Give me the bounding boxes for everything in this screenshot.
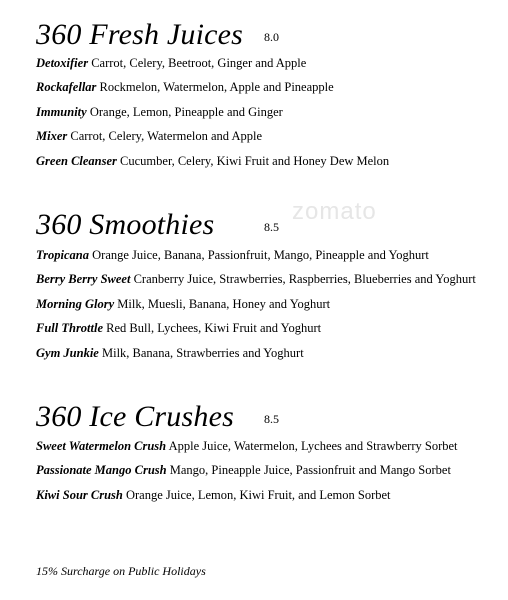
menu-item bbox=[36, 488, 391, 503]
item-description: Milk, Muesli, Banana, Honey and Yoghurt bbox=[117, 297, 331, 311]
menu-item bbox=[36, 80, 334, 95]
item-description: Carrot, Celery, Beetroot, Ginger and Apple bbox=[91, 56, 307, 70]
item-description: Cucumber, Celery, Kiwi Fruit and Honey Dew Melon bbox=[120, 154, 390, 168]
item-description: Orange Juice, Banana, Passionfruit, Mango, Pineapple and Yoghurt bbox=[92, 248, 429, 262]
menu-item bbox=[36, 321, 321, 336]
item-description: Orange, Lemon, Pineapple and Ginger bbox=[89, 105, 283, 119]
item-name: Kiwi Sour Crush bbox=[36, 488, 123, 502]
section-price: 8.5 bbox=[264, 412, 279, 426]
section-smoothies bbox=[36, 208, 496, 360]
menu-item bbox=[36, 346, 304, 361]
section-heading bbox=[36, 400, 496, 440]
section-title: 360 Smoothies bbox=[36, 208, 215, 241]
section-title: 360 Ice Crushes bbox=[36, 400, 234, 433]
menu-item bbox=[36, 248, 429, 263]
item-name: Mixer bbox=[36, 129, 68, 143]
menu-item bbox=[36, 272, 476, 287]
item-name: Passionate Mango Crush bbox=[36, 463, 167, 477]
item-name: Full Throttle bbox=[36, 321, 104, 335]
surcharge-note: 15% Surcharge on Public Holidays bbox=[36, 564, 206, 578]
item-description: Cranberry Juice, Strawberries, Raspberries, Blueberries and Yoghurt bbox=[133, 272, 476, 286]
menu-item bbox=[36, 439, 458, 454]
item-name: Green Cleanser bbox=[36, 154, 117, 168]
section-heading bbox=[36, 208, 496, 248]
item-description: Milk, Banana, Strawberries and Yoghurt bbox=[101, 346, 304, 360]
section-price: 8.0 bbox=[264, 30, 279, 44]
item-description: Apple Juice, Watermelon, Lychees and Strawberry Sorbet bbox=[168, 439, 458, 453]
section-heading bbox=[36, 18, 496, 58]
item-name: Immunity bbox=[36, 105, 87, 119]
item-description: Mango, Pineapple Juice, Passionfruit and Mango Sorbet bbox=[169, 463, 451, 477]
item-description: Rockmelon, Watermelon, Apple and Pineapple bbox=[99, 80, 334, 94]
section-title: 360 Fresh Juices bbox=[36, 18, 244, 51]
section-price: 8.5 bbox=[264, 220, 279, 234]
menu-item bbox=[36, 154, 389, 169]
menu-item bbox=[36, 56, 306, 71]
item-name: Sweet Watermelon Crush bbox=[36, 439, 167, 453]
item-name: Rockafellar bbox=[36, 80, 97, 94]
item-description: Carrot, Celery, Watermelon and Apple bbox=[70, 129, 263, 143]
section-fresh-juices bbox=[36, 18, 496, 168]
item-description: Red Bull, Lychees, Kiwi Fruit and Yoghurt bbox=[106, 321, 322, 335]
item-name: Gym Junkie bbox=[36, 346, 99, 360]
menu-item bbox=[36, 463, 451, 478]
zomato-watermark: zomato bbox=[292, 198, 377, 225]
item-description: Orange Juice, Lemon, Kiwi Fruit, and Lemon Sorbet bbox=[125, 488, 391, 502]
section-ice-crushes bbox=[36, 400, 496, 502]
item-name: Detoxifier bbox=[36, 56, 89, 70]
menu-item bbox=[36, 105, 283, 120]
item-name: Berry Berry Sweet bbox=[36, 272, 131, 286]
menu-item bbox=[36, 297, 330, 312]
item-name: Morning Glory bbox=[36, 297, 115, 311]
menu-item bbox=[36, 129, 262, 144]
item-name: Tropicana bbox=[36, 248, 90, 262]
